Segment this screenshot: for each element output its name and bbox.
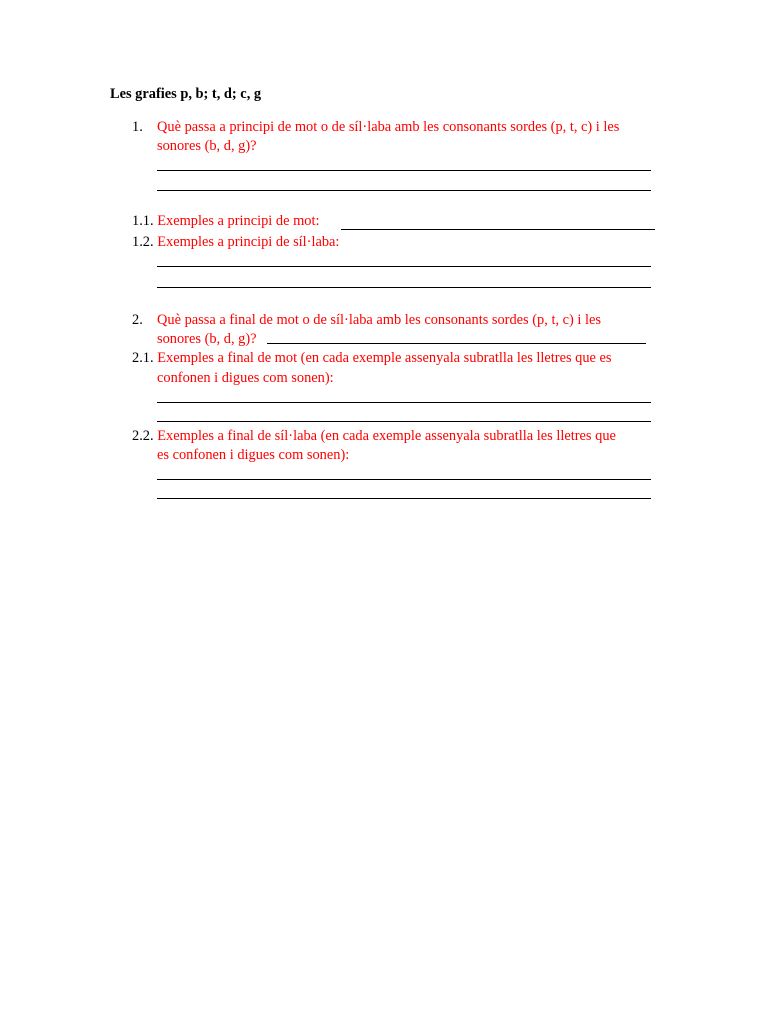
- q2-text-line2: sonores (b, d, g)?: [157, 331, 257, 347]
- q1-1-item: [132, 212, 319, 230]
- page-title: Les grafies p, b; t, d; c, g: [110, 86, 262, 102]
- answer-line[interactable]: [157, 287, 651, 288]
- q1-1-number: 1.1.: [132, 213, 154, 229]
- answer-line[interactable]: [157, 421, 651, 422]
- answer-line[interactable]: [157, 170, 651, 171]
- answer-line[interactable]: [157, 498, 651, 499]
- answer-line[interactable]: [157, 402, 651, 403]
- q2-1-text-line1: Exemples a final de mot (en cada exemple assenyala subratlla les lletres que es: [157, 350, 612, 366]
- q1-text-line2: sonores (b, d, g)?: [157, 138, 257, 154]
- q2-1-number: 2.1.: [132, 350, 154, 366]
- q2-2-item: [132, 427, 616, 445]
- q2-2-text-line1: Exemples a final de síl·laba (en cada exemple assenyala subratlla les lletres que: [157, 428, 616, 444]
- q1-number: 1.: [132, 119, 143, 135]
- q1-2-number: 1.2.: [132, 234, 154, 250]
- answer-line[interactable]: [157, 479, 651, 480]
- answer-line[interactable]: [341, 229, 655, 230]
- q2-2-text-line2: es confonen i digues com sonen):: [157, 447, 350, 463]
- q2-number: 2.: [132, 312, 143, 328]
- q2-1-item: [132, 349, 612, 367]
- q2-2-number: 2.2.: [132, 428, 154, 444]
- q1-1-text: Exemples a principi de mot:: [157, 213, 320, 229]
- answer-line[interactable]: [267, 343, 646, 344]
- q1-2-item: [132, 233, 339, 251]
- q2-1-text-line2: confonen i digues com sonen):: [157, 370, 334, 386]
- q2-text-line1: Què passa a final de mot o de síl·laba amb les consonants sordes (p, t, c) i les: [157, 312, 601, 328]
- q1-2-text: Exemples a principi de síl·laba:: [157, 234, 340, 250]
- answer-line[interactable]: [157, 190, 651, 191]
- q1-text-line1: Què passa a principi de mot o de síl·laba amb les consonants sordes (p, t, c) i les: [157, 119, 620, 135]
- answer-line[interactable]: [157, 266, 651, 267]
